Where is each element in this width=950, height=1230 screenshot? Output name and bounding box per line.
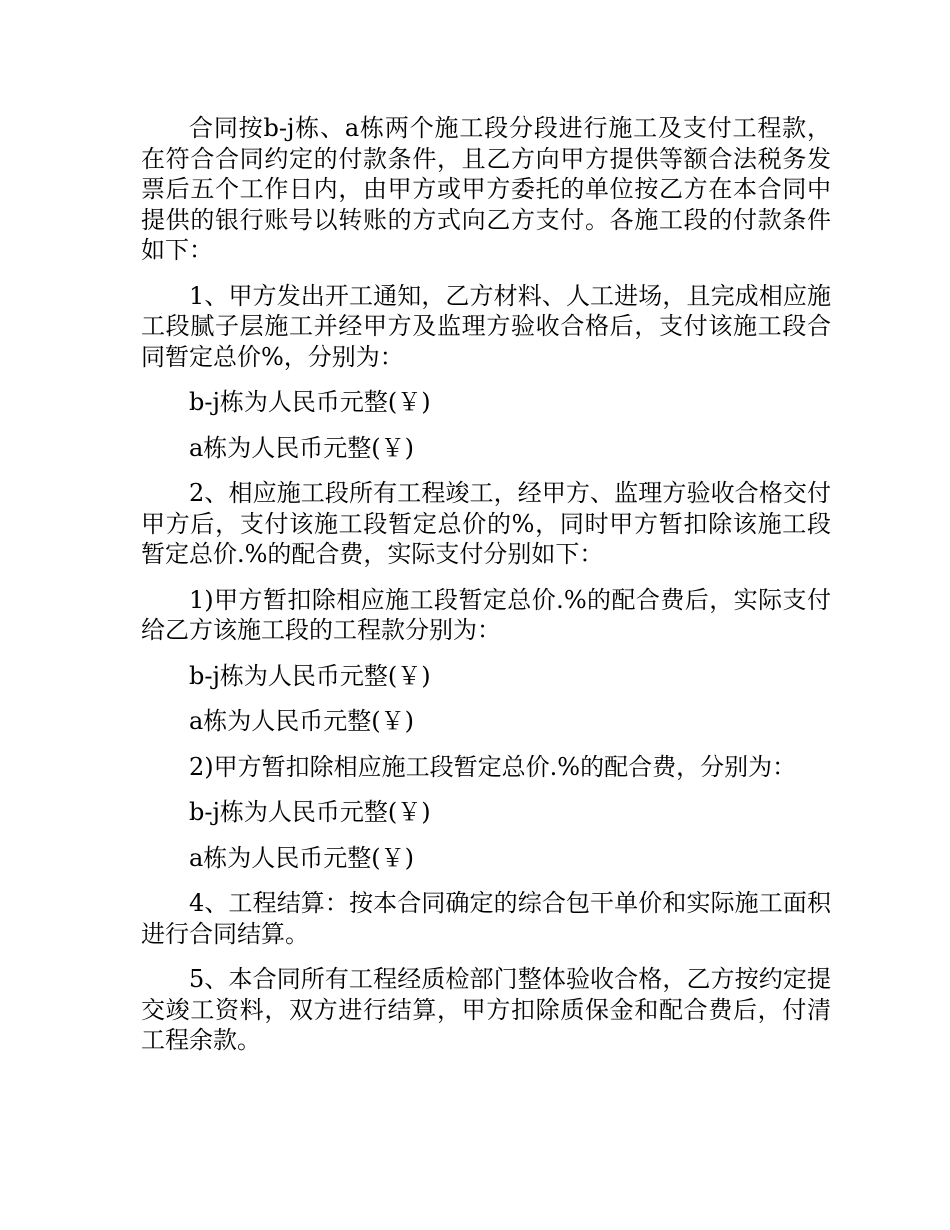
paragraph-amount-a: a栋为人民币元整(￥): [189, 843, 415, 872]
paragraph-subclause-1: 1)甲方暂扣除相应施工段暂定总价.%的配合费后，实际支付给乙方该施工段的工程款分别为：: [141, 585, 831, 644]
document-body: [141, 113, 831, 1071]
paragraph-amount-bj: b-j栋为人民币元整(￥): [189, 661, 431, 690]
paragraph-amount-a: a栋为人民币元整(￥): [189, 433, 415, 462]
paragraph-clause-5: 5、本合同所有工程经质检部门整体验收合格，乙方按约定提交竣工资料，双方进行结算，甲方扣除质保金和配合费后，付清工程余款。: [141, 965, 831, 1054]
paragraph-amount-a: a栋为人民币元整(￥): [189, 707, 415, 735]
paragraph-amount-bj: b-j栋为人民币元整(￥): [189, 798, 431, 826]
paragraph-clause-4: 4、工程结算：按本合同确定的综合包干单价和实际施工面积进行合同结算。: [141, 889, 831, 948]
paragraph-clause-2: 2、相应施工段所有工程竣工，经甲方、监理方验收合格交付甲方后，支付该施工段暂定总价的%，同时甲方暂扣除该施工段暂定总价.%的配合费，实际支付分别如下：: [141, 479, 831, 568]
paragraph-amount-bj: b-j栋为人民币元整(￥): [189, 388, 431, 416]
paragraph-subclause-2: 2)甲方暂扣除相应施工段暂定总价.%的配合费，分别为：: [189, 752, 797, 781]
paragraph-clause-1: 1、甲方发出开工通知，乙方材料、人工进场，且完成相应施工段腻子层施工并经甲方及监理方验收合格后，支付该施工段合同暂定总价%，分别为：: [141, 281, 831, 371]
paragraph-payment-terms: 合同按b-j栋、a栋两个施工段分段进行施工及支付工程款，在符合合同约定的付款条件，且乙方向甲方提供等额合法税务发票后五个工作日内，由甲方或甲方委托的单位按乙方在本合同中提供的银行账号以转账的方式向乙方支付。各施工段的付款条件如下：: [141, 114, 831, 264]
